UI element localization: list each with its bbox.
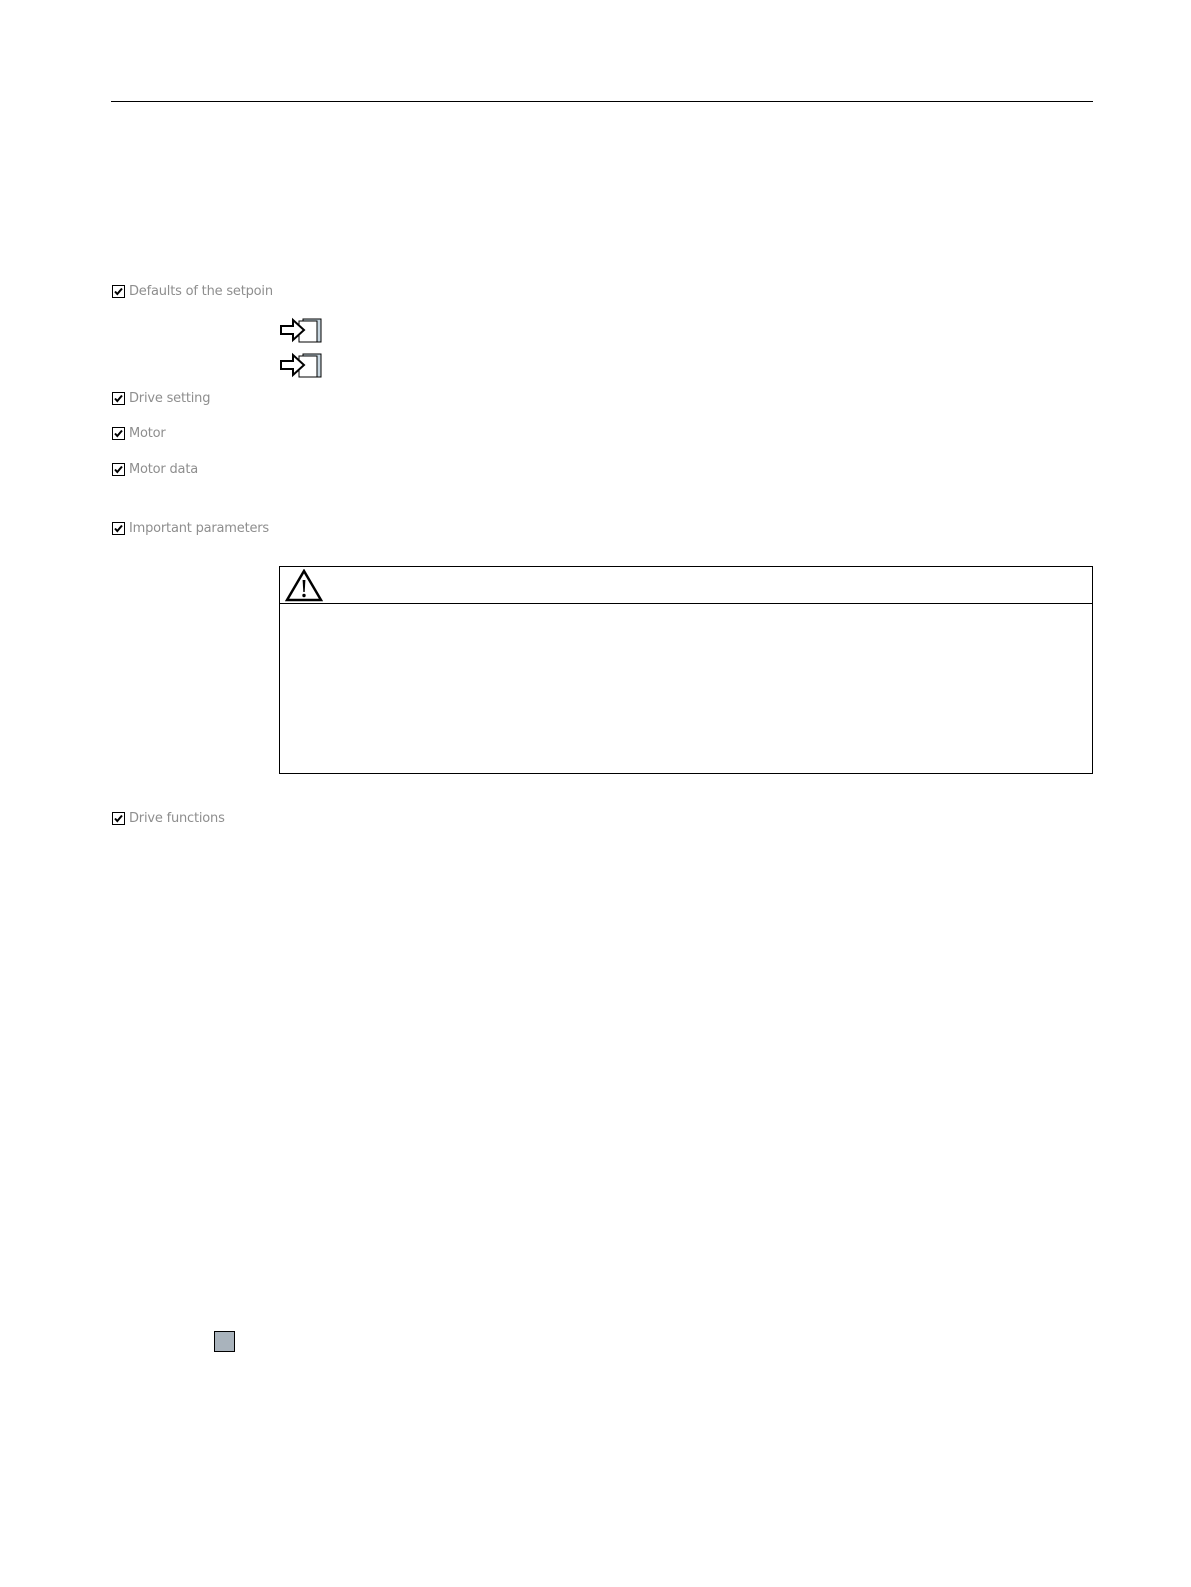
manual-reference-icon[interactable]	[279, 351, 323, 379]
checkbox-drive-setting[interactable]	[112, 390, 210, 406]
manual-reference-icon[interactable]	[279, 316, 323, 344]
header-rule	[111, 101, 1093, 102]
checkbox-checked-icon[interactable]	[112, 427, 125, 440]
checkbox-checked-icon[interactable]	[112, 392, 125, 405]
checkbox-label: Motor data	[129, 461, 198, 477]
checkbox-checked-icon[interactable]	[112, 522, 125, 535]
checkbox-checked-icon[interactable]	[112, 285, 125, 298]
checkbox-motor-data[interactable]	[112, 461, 198, 477]
gray-square-icon	[214, 1331, 235, 1352]
checkbox-label: Motor	[129, 425, 166, 441]
checkbox-motor[interactable]	[112, 425, 166, 441]
checkbox-label: Drive setting	[129, 390, 211, 406]
checkbox-checked-icon[interactable]	[112, 463, 125, 476]
checkbox-drive-functions[interactable]	[112, 810, 225, 826]
checkbox-label: Important parameters	[129, 520, 269, 536]
warning-header	[280, 567, 1092, 604]
checkbox-setpoint-defaults[interactable]	[112, 283, 273, 299]
checkbox-label: Drive functions	[129, 810, 225, 826]
checkbox-label: Defaults of the setpoin	[129, 283, 273, 299]
warning-notice	[279, 566, 1093, 774]
checkbox-checked-icon[interactable]	[112, 812, 125, 825]
checkbox-important-parameters[interactable]	[112, 520, 269, 536]
warning-triangle-icon	[285, 569, 323, 602]
